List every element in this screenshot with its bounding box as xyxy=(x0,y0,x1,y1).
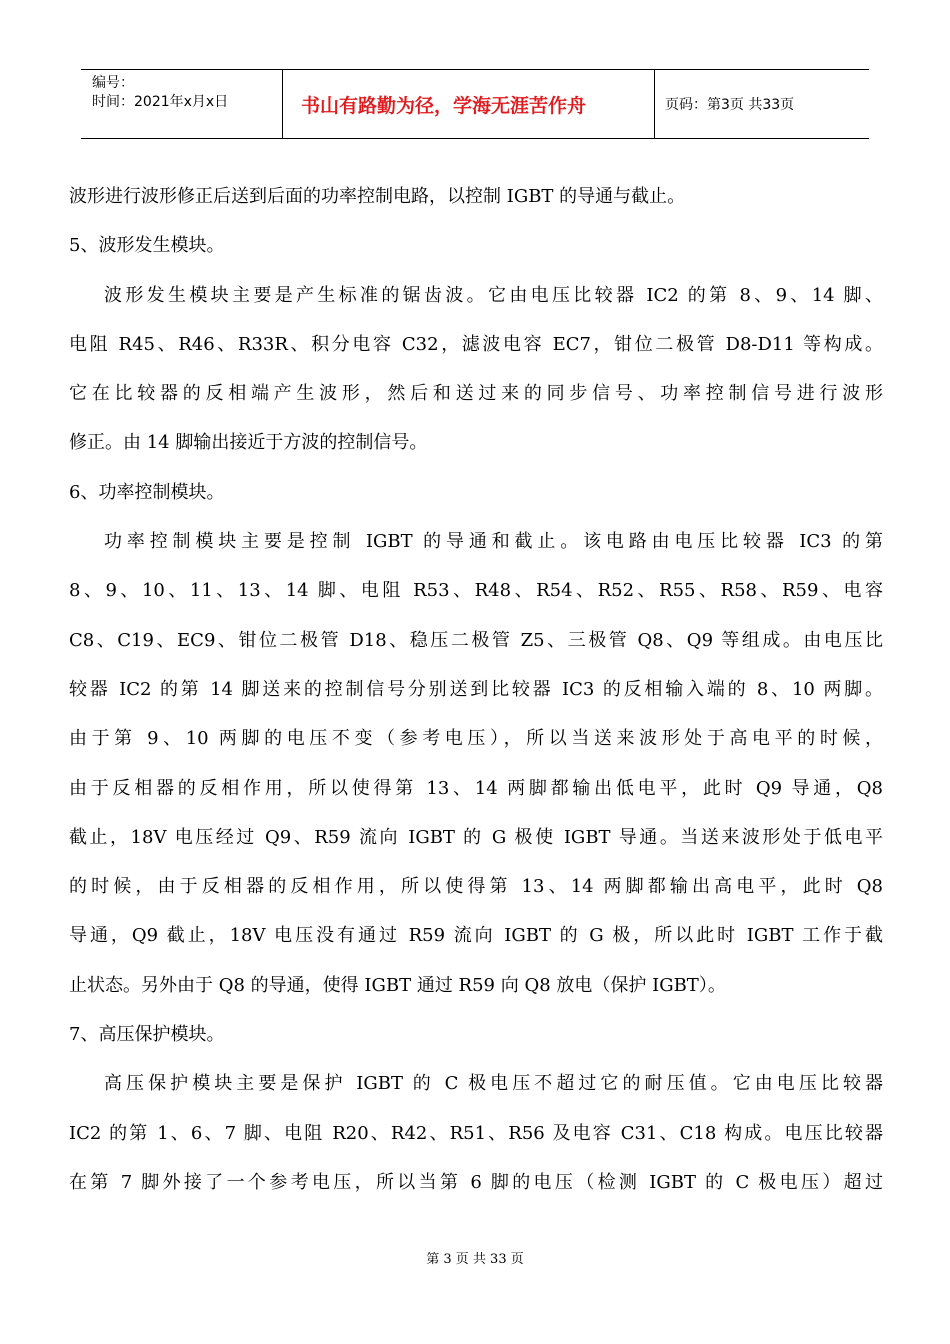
body-line: 功率控制模块主要是控制 IGBT 的导通和截止。该电路由电压比较器 IC3 的第 xyxy=(104,531,883,553)
body-line: 由于第 9、10 两脚的电压不变（参考电压），所以当送来波形处于高电平的时候， xyxy=(69,728,883,750)
document-body xyxy=(69,172,883,1207)
body-line: 它在比较器的反相端产生波形，然后和送过来的同步信号、功率控制信号进行波形 xyxy=(69,383,883,405)
page-info-text: 页码：第3页 共33页 xyxy=(665,97,795,113)
page-footer xyxy=(0,1248,950,1267)
body-line: 修正。由 14 脚输出接近于方波的控制信号。 xyxy=(69,432,428,454)
body-line: IC2 的第 1、6、7 脚、电阻 R20、R42、R51、R56 及电容 C31、C18 构成。电压比较器 xyxy=(69,1122,883,1144)
body-line: 波形进行波形修正后送到后面的功率控制电路，以控制 IGBT 的导通与截止。 xyxy=(69,186,686,207)
header-page-info xyxy=(655,70,869,138)
body-line: 在第 7 脚外接了一个参考电压，所以当第 6 脚的电压（检测 IGBT 的 C 极电压）超过 xyxy=(69,1171,883,1193)
body-line: 电阻 R45、R46、R33R、积分电容 C32，滤波电容 EC7，钳位二极管 D8-D11 等构成。 xyxy=(69,333,883,355)
body-line: 由于反相器的反相作用，所以使得第 13、14 两脚都输出低电平，此时 Q9 导通，Q8 xyxy=(69,777,883,799)
document-number-label: 编号： xyxy=(92,75,134,91)
body-line: 波形发生模块主要是产生标准的锯齿波。它由电压比较器 IC2 的第 8、9、14 脚、 xyxy=(104,284,883,306)
body-line: 导通，Q9 截止，18V 电压没有通过 R59 流向 IGBT 的 G 极，所以此时 IGBT 工作于截 xyxy=(69,925,883,947)
header-motto xyxy=(283,70,655,138)
body-line: 高压保护模块主要是保护 IGBT 的 C 极电压不超过它的耐压值。它由电压比较器 xyxy=(104,1073,883,1095)
body-line: 5、波形发生模块。 xyxy=(69,235,225,257)
body-line: C8、C19、EC9、钳位二极管 D18、稳压二极管 Z5、三极管 Q8、Q9 等组成。由电压比 xyxy=(69,629,883,651)
body-line: 截止，18V 电压经过 Q9、R59 流向 IGBT 的 G 极使 IGBT 导通。当送来波形处于低电平 xyxy=(69,826,883,848)
motto-text: 书山有路勤为径，学海无涯苦作舟 xyxy=(301,94,587,117)
footer-page-number: 第 3 页 共 33 页 xyxy=(426,1252,524,1267)
page-header xyxy=(81,69,869,139)
body-line: 7、高压保护模块。 xyxy=(69,1024,225,1046)
body-line: 止状态。另外由于 Q8 的导通，使得 IGBT 通过 R59 向 Q8 放电（保护 IGBT）。 xyxy=(69,974,726,996)
body-line: 6、功率控制模块。 xyxy=(69,481,225,503)
document-date: 时间：2021年x月x日 xyxy=(92,94,229,110)
body-line: 的时候，由于反相器的反相作用，所以使得第 13、14 两脚都输出高电平，此时 Q8 xyxy=(69,876,883,898)
body-line: 8、9、10、11、13、14 脚、电阻 R53、R48、R54、R52、R55、R58、R59、电容 xyxy=(69,580,883,602)
header-meta xyxy=(81,70,283,138)
body-line: 较器 IC2 的第 14 脚送来的控制信号分别送到比较器 IC3 的反相输入端的 8、10 两脚。 xyxy=(69,678,883,700)
